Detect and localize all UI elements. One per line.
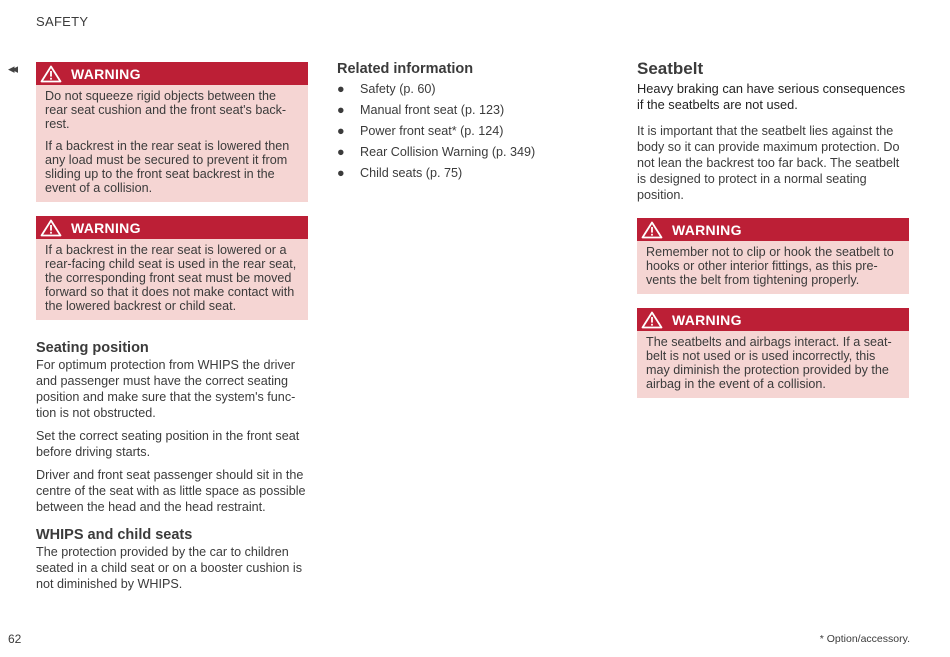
warning-text: [36, 85, 308, 202]
bullet: ●: [337, 166, 345, 180]
related-information-heading: Related information: [337, 61, 474, 77]
related-link[interactable]: [337, 142, 609, 163]
section-heading: Seating position: [36, 340, 149, 356]
warning-title: WARNING: [672, 221, 742, 238]
related-link[interactable]: [337, 100, 609, 121]
warning-box: [637, 308, 909, 398]
double-chevron-left-icon[interactable]: ◂◂: [8, 61, 16, 76]
warning-paragraph: The seatbelts and airbags interact. If a seat-belt is not used or is used incorrectly, this may diminish the protection provided by the airbag in the event of a collision.: [646, 335, 892, 391]
warning-header: [36, 62, 308, 85]
warning-paragraph: Do not squeeze rigid objects between the rear seat cushion and the front seat's back-rest.: [45, 89, 287, 131]
lead-paragraph: Heavy braking can have serious consequences if the seatbelts are not used.: [637, 81, 906, 112]
body-paragraph: Driver and front seat passenger should sit in the centre of the seat with as little space as possible between the head and the head restraint.: [36, 468, 306, 514]
warning-text: [637, 331, 909, 398]
warning-title: WARNING: [71, 219, 141, 236]
warning-triangle-icon: [40, 219, 62, 237]
related-link-text[interactable]: Rear Collision Warning (p. 349): [360, 145, 536, 159]
warning-paragraph: If a backrest in the rear seat is lowered or a rear-facing child seat is used in the rear seat, the corresponding front seat must be moved forward so that it does not make contact with the lowered backrest or child seat.: [45, 243, 297, 313]
warning-header: [637, 308, 909, 331]
warning-box: [36, 216, 308, 320]
seating-position-section: [36, 340, 308, 515]
warning-header: [36, 216, 308, 239]
warning-header: [637, 218, 909, 241]
related-links-list: [337, 79, 609, 184]
warning-box: [36, 62, 308, 202]
footnote: * Option/accessory.: [819, 633, 910, 645]
related-link-text[interactable]: Power front seat* (p. 124): [360, 124, 504, 138]
body-paragraph: The protection provided by the car to children seated in a child seat or on a booster cushion is not diminished by WHIPS.: [36, 545, 303, 591]
warning-title: WARNING: [672, 311, 742, 328]
section-heading: WHIPS and child seats: [36, 527, 193, 543]
body-paragraph: For optimum protection from WHIPS the driver and passenger must have the correct seating position and make sure that the system's func-tion is not obstructed.: [36, 358, 296, 420]
related-link[interactable]: [337, 163, 609, 184]
warning-box: [637, 218, 909, 294]
section-header: SAFETY: [36, 14, 89, 29]
body-paragraph: Set the correct seating position in the front seat before driving starts.: [36, 429, 300, 459]
warning-triangle-icon: [40, 65, 62, 83]
warning-text: [637, 241, 909, 294]
column-middle: [337, 61, 609, 184]
related-link-text[interactable]: Manual front seat (p. 123): [360, 103, 505, 117]
body-paragraph: It is important that the seatbelt lies against the body so it can provide maximum protection. Do not lean the backrest too far back. The seatbelt is designed to protect in a normal seating position.: [637, 124, 900, 202]
whips-child-seats-section: [36, 527, 308, 592]
warning-text: [36, 239, 308, 320]
page-title: Seatbelt: [637, 59, 704, 78]
column-right: [637, 60, 909, 412]
bullet: ●: [337, 124, 345, 138]
bullet: ●: [337, 145, 345, 159]
bullet: ●: [337, 82, 345, 96]
related-link-text[interactable]: Child seats (p. 75): [360, 166, 463, 180]
warning-title: WARNING: [71, 65, 141, 82]
related-link[interactable]: [337, 121, 609, 142]
warning-paragraph: Remember not to clip or hook the seatbelt to hooks or other interior fittings, as this pre-vents the belt from tightening properly.: [646, 245, 894, 287]
related-link[interactable]: [337, 79, 609, 100]
related-link-text[interactable]: Safety (p. 60): [360, 82, 436, 96]
warning-triangle-icon: [641, 311, 663, 329]
warning-paragraph: If a backrest in the rear seat is lowered then any load must be secured to prevent it from sliding up to the front seat backrest in the event of a collision.: [45, 139, 290, 195]
page-number: 62: [8, 632, 22, 646]
column-left: [36, 62, 308, 599]
warning-triangle-icon: [641, 221, 663, 239]
bullet: ●: [337, 103, 345, 117]
